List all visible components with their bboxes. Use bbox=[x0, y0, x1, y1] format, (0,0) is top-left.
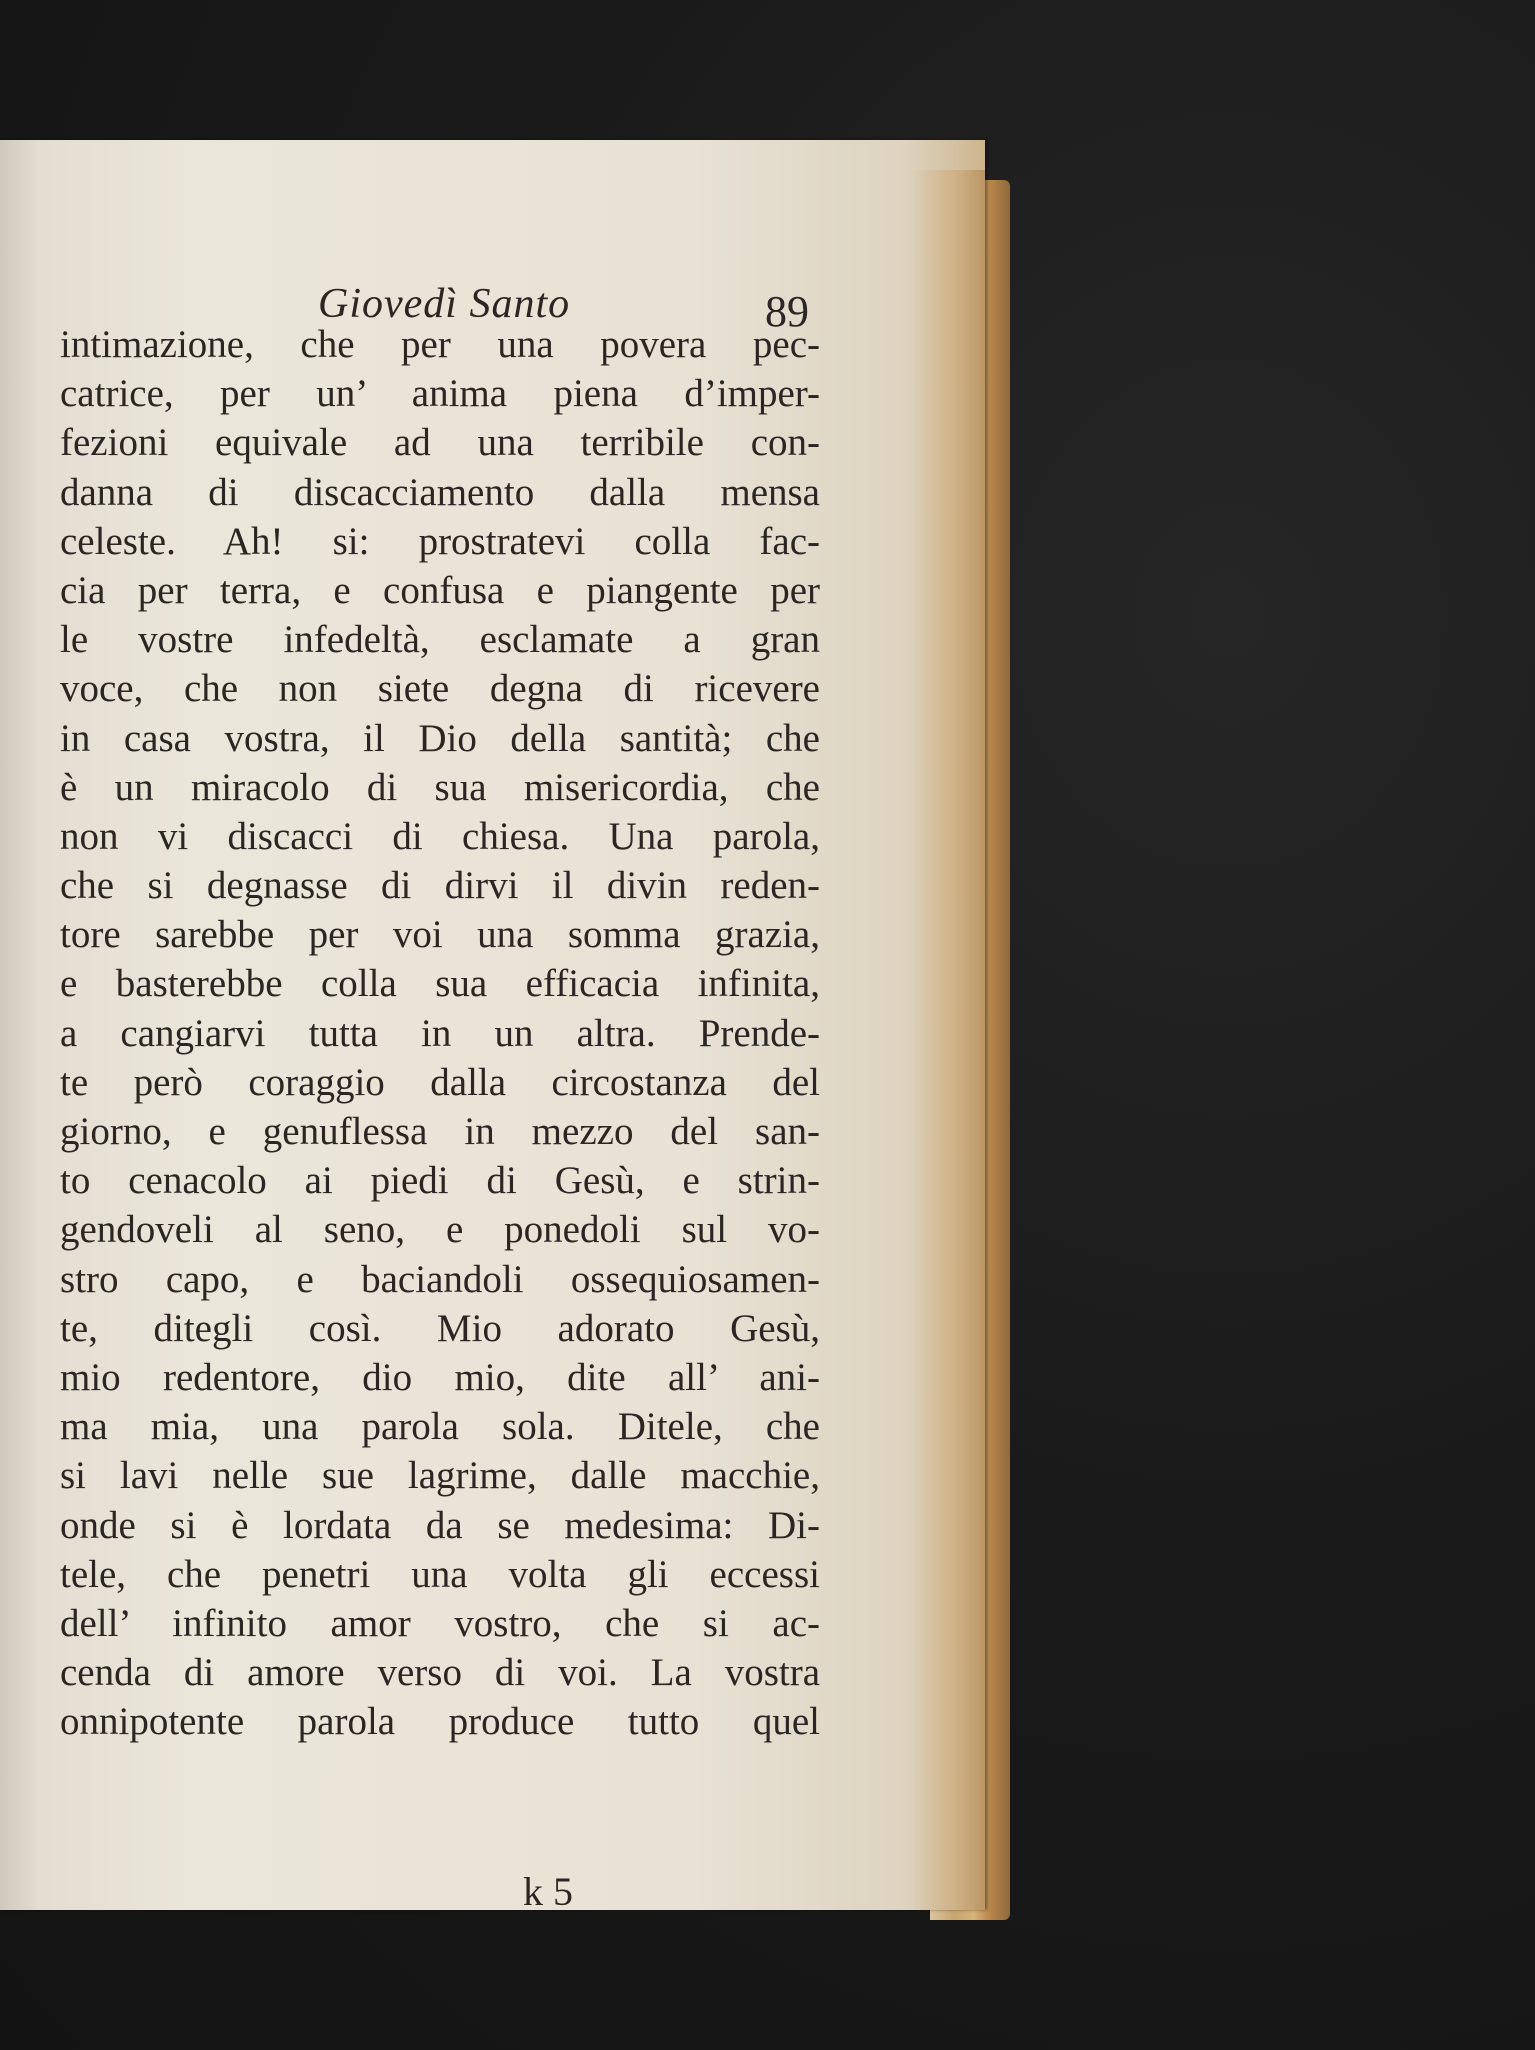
body-text bbox=[60, 320, 820, 1746]
text-line: te, ditegli così. Mio adorato Gesù, bbox=[60, 1306, 820, 1350]
text-line: in casa vostra, il Dio della santità; che bbox=[60, 716, 820, 760]
page-number: 89 bbox=[765, 287, 809, 336]
text-line: stro capo, e baciandoli ossequiosamen- bbox=[60, 1257, 820, 1301]
text-line: onde si è lordata da se medesima: Di- bbox=[60, 1503, 820, 1547]
text-line: to cenacolo ai piedi di Gesù, e strin- bbox=[60, 1159, 820, 1203]
text-line: danna di discacciamento dalla mensa bbox=[60, 470, 820, 514]
text-line: si lavi nelle sue lagrime, dalle macchie, bbox=[60, 1454, 820, 1498]
text-line: celeste. Ah! si: prostratevi colla fac- bbox=[60, 519, 820, 563]
text-line: te però coraggio dalla circostanza del bbox=[60, 1060, 820, 1104]
book bbox=[0, 140, 1015, 1930]
text-line: gendoveli al seno, e ponedoli sul vo- bbox=[60, 1208, 820, 1252]
signature-mark: k 5 bbox=[523, 1869, 573, 1914]
text-line: fezioni equivale ad una terribile con- bbox=[60, 421, 820, 465]
text-line: voce, che non siete degna di ricevere bbox=[60, 667, 820, 711]
text-line: a cangiarvi tutta in un altra. Prende- bbox=[60, 1011, 820, 1055]
text-line: cenda di amore verso di voi. La vostra bbox=[60, 1651, 820, 1695]
book-page bbox=[0, 140, 985, 1914]
text-line: dell’ infinito amor vostro, che si ac- bbox=[60, 1601, 820, 1645]
running-head-title: Giovedì Santo bbox=[318, 281, 571, 327]
text-line: giorno, e genuflessa in mezzo del san- bbox=[60, 1110, 820, 1153]
text-line: ma mia, una parola sola. Ditele, che bbox=[60, 1405, 820, 1449]
text-line: è un miracolo di sua misericordia, che bbox=[60, 765, 820, 809]
text-line: tele, che penetri una volta gli eccessi bbox=[60, 1552, 820, 1596]
text-line: catrice, per un’ anima piena d’imper- bbox=[60, 372, 820, 416]
text-line: non vi discacci di chiesa. Una parola, bbox=[60, 814, 820, 858]
text-line: le vostre infedeltà, esclamate a gran bbox=[60, 618, 820, 662]
text-line: mio redentore, dio mio, dite all’ ani- bbox=[60, 1355, 820, 1399]
text-line: onnipotente parola produce tutto quel bbox=[60, 1700, 820, 1744]
text-line: tore sarebbe per voi una somma grazia, bbox=[60, 913, 820, 957]
text-line: che si degnasse di dirvi il divin reden- bbox=[60, 864, 820, 908]
text-line: intimazione, che per una povera pec- bbox=[60, 323, 820, 366]
text-line: cia per terra, e confusa e piangente per bbox=[60, 568, 820, 612]
text-block bbox=[60, 280, 820, 1914]
text-line: e basterebbe colla sua efficacia infinita, bbox=[60, 962, 820, 1006]
